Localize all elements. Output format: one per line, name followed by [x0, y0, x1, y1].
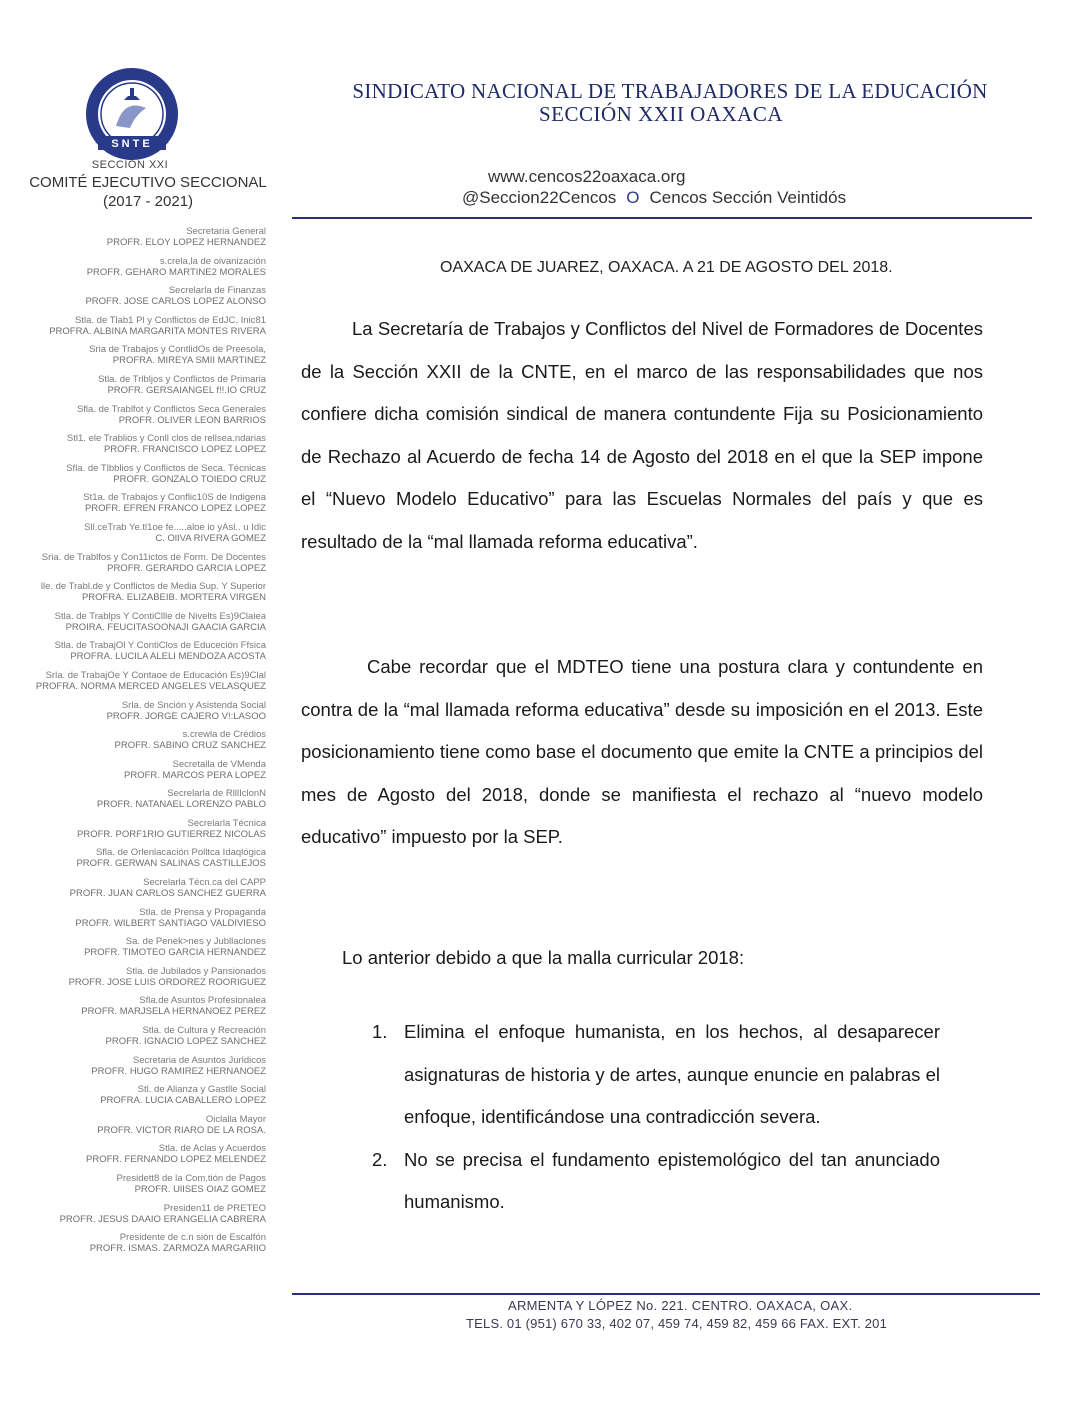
committee-member	[10, 788, 266, 818]
committee-member	[10, 522, 266, 552]
paragraph-1: La Secretaría de Trabajos y Conflictos del Nivel de Formadores de Docentes de la Sección XXII de la CNTE, en el marco de las responsabilidades que nos confiere dicha comisión sindical de manera contundente Fija su Posicionamiento de Rechazo al Acuerdo de fecha 14 de Agosto del 2018 en el que la SEP impone el “Nuevo Modelo Educativo” para las Escuelas Normales del país y que es resultado de la “mal llamada reforma educativa”.	[301, 318, 983, 552]
date-line: OAXACA DE JUAREZ, OAXACA. A 21 DE AGOSTO DEL 2018.	[440, 259, 893, 276]
member-role: Srla. de Snción y Asistenda Social	[121, 699, 266, 711]
member-role: Stl. de Alianza y Gastlle Social	[137, 1084, 266, 1096]
committee-member	[10, 463, 266, 493]
member-role: Sria. de Trablfos y Con11ictos de Form. De Docentes	[41, 551, 266, 563]
header-divider	[292, 217, 1032, 219]
social-row	[462, 188, 846, 208]
member-role: Sfla. de Tlbblios y Conflictos de Seca. Técnicas	[66, 462, 266, 474]
committee-member	[10, 374, 266, 404]
member-role: Secrelarla de RlllIclonN	[167, 788, 266, 800]
member-role: s.crela,la de oivanización	[159, 255, 266, 267]
org-name: SINDICATO NACIONAL DE TRABAJADORES DE LA EDUCACIÓN	[352, 79, 988, 103]
committee-member	[10, 344, 266, 374]
committee-member	[10, 1114, 266, 1144]
member-role: Secretaria de Asuntos Jurldicos	[132, 1054, 266, 1066]
member-role: Presidente de c.n sión de Escalfón	[119, 1232, 266, 1244]
member-name: PROFR. MARJSELA HERNANOEZ PEREZ	[81, 1006, 266, 1018]
member-name: PROFR. JORGE CAJERO V!:LASOO	[106, 710, 266, 722]
list-item	[372, 1011, 940, 1139]
member-role: Sa. de Penek>nes y Jubllaclones	[125, 936, 266, 948]
member-role: Presidett8 de la Com.tión de Pagos	[116, 1173, 266, 1184]
website-link[interactable]: www.cencos22oaxaca.org	[488, 167, 686, 186]
footer-divider	[292, 1293, 1040, 1295]
committee-member	[10, 256, 266, 286]
logo-acronym: SNTE	[111, 138, 153, 150]
committee-member	[10, 552, 266, 582]
social-separator: O	[626, 188, 640, 207]
member-name: PROFR. HUGO RAMIREZ HERNANOEZ	[91, 1065, 266, 1077]
member-name: PROFRA. NORMA MERCED ANGELES VELASQUEZ	[35, 680, 266, 692]
committee-member	[10, 315, 266, 345]
list-item-text: Elimina el enfoque humanista, en los hechos, al desaparecer asignaturas de historia y de artes, aunque enuncie en palabras el enfoque, identificándose una contradicción severa.	[404, 1021, 940, 1127]
committee-member	[10, 1143, 266, 1173]
committee-member	[10, 1084, 266, 1114]
committee-member	[10, 1203, 266, 1233]
member-name: PROFRA. LUCILA ALELI MENDOZA ACOSTA	[70, 651, 266, 663]
member-name: PROFR. TIMOTEO GARCIA HERNANDEZ	[84, 947, 266, 959]
member-name: PROFR. GEHARO MARTINE2 MORALES	[86, 266, 266, 278]
list-item	[372, 1139, 940, 1224]
member-name: PROFR. JOSE LUIS ORDOREZ ROORIGUEZ	[68, 976, 266, 988]
member-role: Stla. de Cultura y Recreación	[142, 1025, 266, 1037]
member-role: Stl1. ele Trablios y Conll clos de rellsea.ndarias	[66, 433, 266, 445]
committee-title: COMITÉ EJECUTIVO SECCIONAL	[29, 174, 267, 191]
member-role: St1a. de Trabajos y Conflic10S de Indigena	[83, 492, 266, 504]
committee-member	[10, 759, 266, 789]
member-role: Stla. de Jubilados y Pansionados	[126, 965, 266, 977]
org-section: SECCIÓN XXII OAXACA	[539, 102, 783, 126]
committee-member	[10, 907, 266, 937]
member-role: Stla. de Prensa y Propaganda	[139, 906, 266, 918]
member-name: PROFR. FRANCISCO LOPEZ LOPEZ	[103, 444, 266, 456]
member-name: PROFR. ISMAS. ZARMOZA MARGARIIO	[89, 1243, 266, 1255]
committee-member	[10, 1025, 266, 1055]
member-role: Srla. de TrabajOe Y Contaoe de Educación Es)9Clal	[45, 669, 266, 681]
member-role: Sll.ceTrab Ye.tl1oe fe.....aloe io yAsl.. u Idic	[84, 521, 266, 533]
numbered-list	[372, 1011, 940, 1224]
committee-member	[10, 995, 266, 1025]
member-role: Stla. de Trlbljos y Conflictos de Primaria	[98, 373, 266, 385]
member-name: PROFR. UlISES OIAZ GOMEZ	[134, 1184, 266, 1195]
section-caption: SECCION XXI	[91, 159, 169, 171]
member-name: PROFR. NATANAEL LORENZO PABLO	[96, 799, 266, 811]
member-role: Stla. de Tlab1 Pl y Conflictos de EdJC. Inic81	[75, 314, 266, 326]
member-name: PROFR. OLIVER LEON BARRIOS	[118, 414, 266, 426]
committee-member	[10, 670, 266, 700]
footer-phones: TELS. 01 (951) 670 33, 402 07, 459 74, 459 82, 459 66 FAX. EXT. 201	[466, 1316, 888, 1331]
member-name: PROFR. SABINO CRUZ SANCHEZ	[114, 740, 266, 752]
member-role: Secrelarla de Finanzas	[168, 285, 266, 297]
list-item-number: 1.	[372, 1021, 388, 1042]
member-role: Presiden11 de PRETEO	[163, 1202, 266, 1214]
committee-member	[10, 640, 266, 670]
committee-member	[10, 433, 266, 463]
committee-period: (2017 - 2021)	[102, 193, 194, 210]
member-name: PROFR. MARCOS PERA LOPEZ	[124, 769, 266, 781]
committee-member	[10, 404, 266, 434]
member-name: PROFR. JOSE CARLOS LOPEZ ALONSO	[85, 296, 266, 308]
member-name: PROFR. WILBERT SANTIAGO VALDIVIESO	[75, 917, 266, 929]
member-name: PROFR. GERSAIANGEL f!!.IO CRUZ	[107, 384, 266, 396]
committee-member	[10, 226, 266, 256]
member-name: PROFR. VICTOR RIARO DE LA ROSA.	[97, 1124, 266, 1136]
member-role: Sfla.de Asuntos Profesionalea	[139, 995, 266, 1007]
paragraph-3-intro: Lo anterior debido a que la malla curricular 2018:	[342, 947, 745, 968]
member-name: PROFR. IGNACIO LOPEZ SANCHEZ	[105, 1036, 266, 1048]
committee-member	[10, 1173, 266, 1203]
member-name: PROFRA. MIREYA SMII MARTINEZ	[112, 355, 266, 367]
member-name: PROFR. FERNANDO LOPEZ MELENDEZ	[86, 1154, 266, 1166]
committee-member	[10, 729, 266, 759]
committee-member	[10, 700, 266, 730]
social-name[interactable]: Cencos Sección Veintidós	[649, 188, 847, 207]
member-name: PROFR. GERWAN SALINAS CASTILLEJOS	[76, 858, 266, 870]
member-role: Secrelarla Técn.ca del CAPP	[143, 877, 266, 889]
paragraph-2: Cabe recordar que el MDTEO tiene una postura clara y contundente en contra de la “mal llamada reforma educativa” desde su imposición en el 2013. Este posicionamiento tiene como base el documento que emite la CNTE a principios del mes de Agosto del 2018, donde se manifiesta el rechazo al “nuevo modelo educativo” impuesto por la SEP.	[301, 656, 983, 847]
committee-member	[10, 877, 266, 907]
member-role: Secretaria General	[186, 226, 266, 237]
list-item-text: No se precisa el fundamento epistemológico del tan anunciado humanismo.	[404, 1148, 940, 1212]
snte-logo	[84, 66, 180, 162]
committee-member	[10, 492, 266, 522]
member-name: PROFRA. ALBINA MARGARITA MONTES RIVERA	[49, 325, 266, 337]
member-role: Sfla. de Orlenlacación Polltca Idaqlógica	[95, 847, 266, 859]
committee-list	[10, 226, 266, 1262]
member-name: PROFRA. ELIZABEIB. MORTERA VIRGEN	[81, 592, 266, 604]
committee-member	[10, 611, 266, 641]
member-role: Sria de Trabajos y ContlidOs de Preesola,	[89, 344, 266, 356]
member-role: Stla. de Aclas y Acuerdos	[158, 1143, 266, 1155]
member-role: Secrelarla Técnica	[187, 817, 266, 829]
member-name: PROFR. JUAN CARLOS SANCHEZ GUERRA	[69, 888, 266, 900]
social-handle[interactable]: @Seccion22Cencos	[462, 188, 617, 207]
committee-member	[10, 581, 266, 611]
member-role: lle. de Trabl.de y Conflictos de Media Sup. Y Superior	[40, 581, 266, 593]
member-name: PROFR. JESUS DAAIO ERANGELIA CABRERA	[59, 1213, 266, 1225]
member-role: Oiclalla Mayor	[205, 1113, 266, 1125]
member-name: PROIRA. FEUCITASOONAJI GAACIA GARCIA	[65, 621, 266, 633]
footer-address: ARMENTA Y LÓPEZ No. 221. CENTRO. OAXACA, OAX.	[508, 1298, 853, 1313]
committee-member	[10, 966, 266, 996]
committee-member	[10, 936, 266, 966]
member-name: C. OlIVA RIVERA GOMEZ	[155, 532, 266, 544]
member-name: PROFR. PORF1RIO GUTIERREZ NICOLAS	[77, 828, 266, 840]
committee-member	[10, 1055, 266, 1085]
member-name: PROFR. GONZALO TOIEDO CRUZ	[113, 473, 266, 485]
member-role: Stla. de Trablps Y ContiCllle de Nivelts Es)9Claiea	[54, 610, 266, 622]
member-role: Sfla. de Trablfot y Conflictos Seca Generales	[76, 403, 266, 415]
list-item-number: 2.	[372, 1148, 388, 1170]
committee-member	[10, 847, 266, 877]
member-role: Stla. de TrabajOl Y ContiClos de Educeción Ffsica	[54, 640, 266, 652]
member-name: PROFR. ELOY LOPEZ HERNANDEZ	[106, 237, 266, 248]
committee-member	[10, 1232, 266, 1262]
committee-member	[10, 818, 266, 848]
member-name: PROFR. GERARDO GARCIA LOPEZ	[107, 562, 266, 574]
member-role: Secretalla de VMenda	[172, 758, 266, 770]
member-name: PROFRA. LUCIA CABALLERO LOPEZ	[100, 1095, 266, 1107]
member-name: PROFR. EFREN FRANCO LOPEZ LOPEZ	[84, 503, 266, 515]
committee-member	[10, 285, 266, 315]
member-role: s.crewla de Crédios	[182, 729, 266, 741]
